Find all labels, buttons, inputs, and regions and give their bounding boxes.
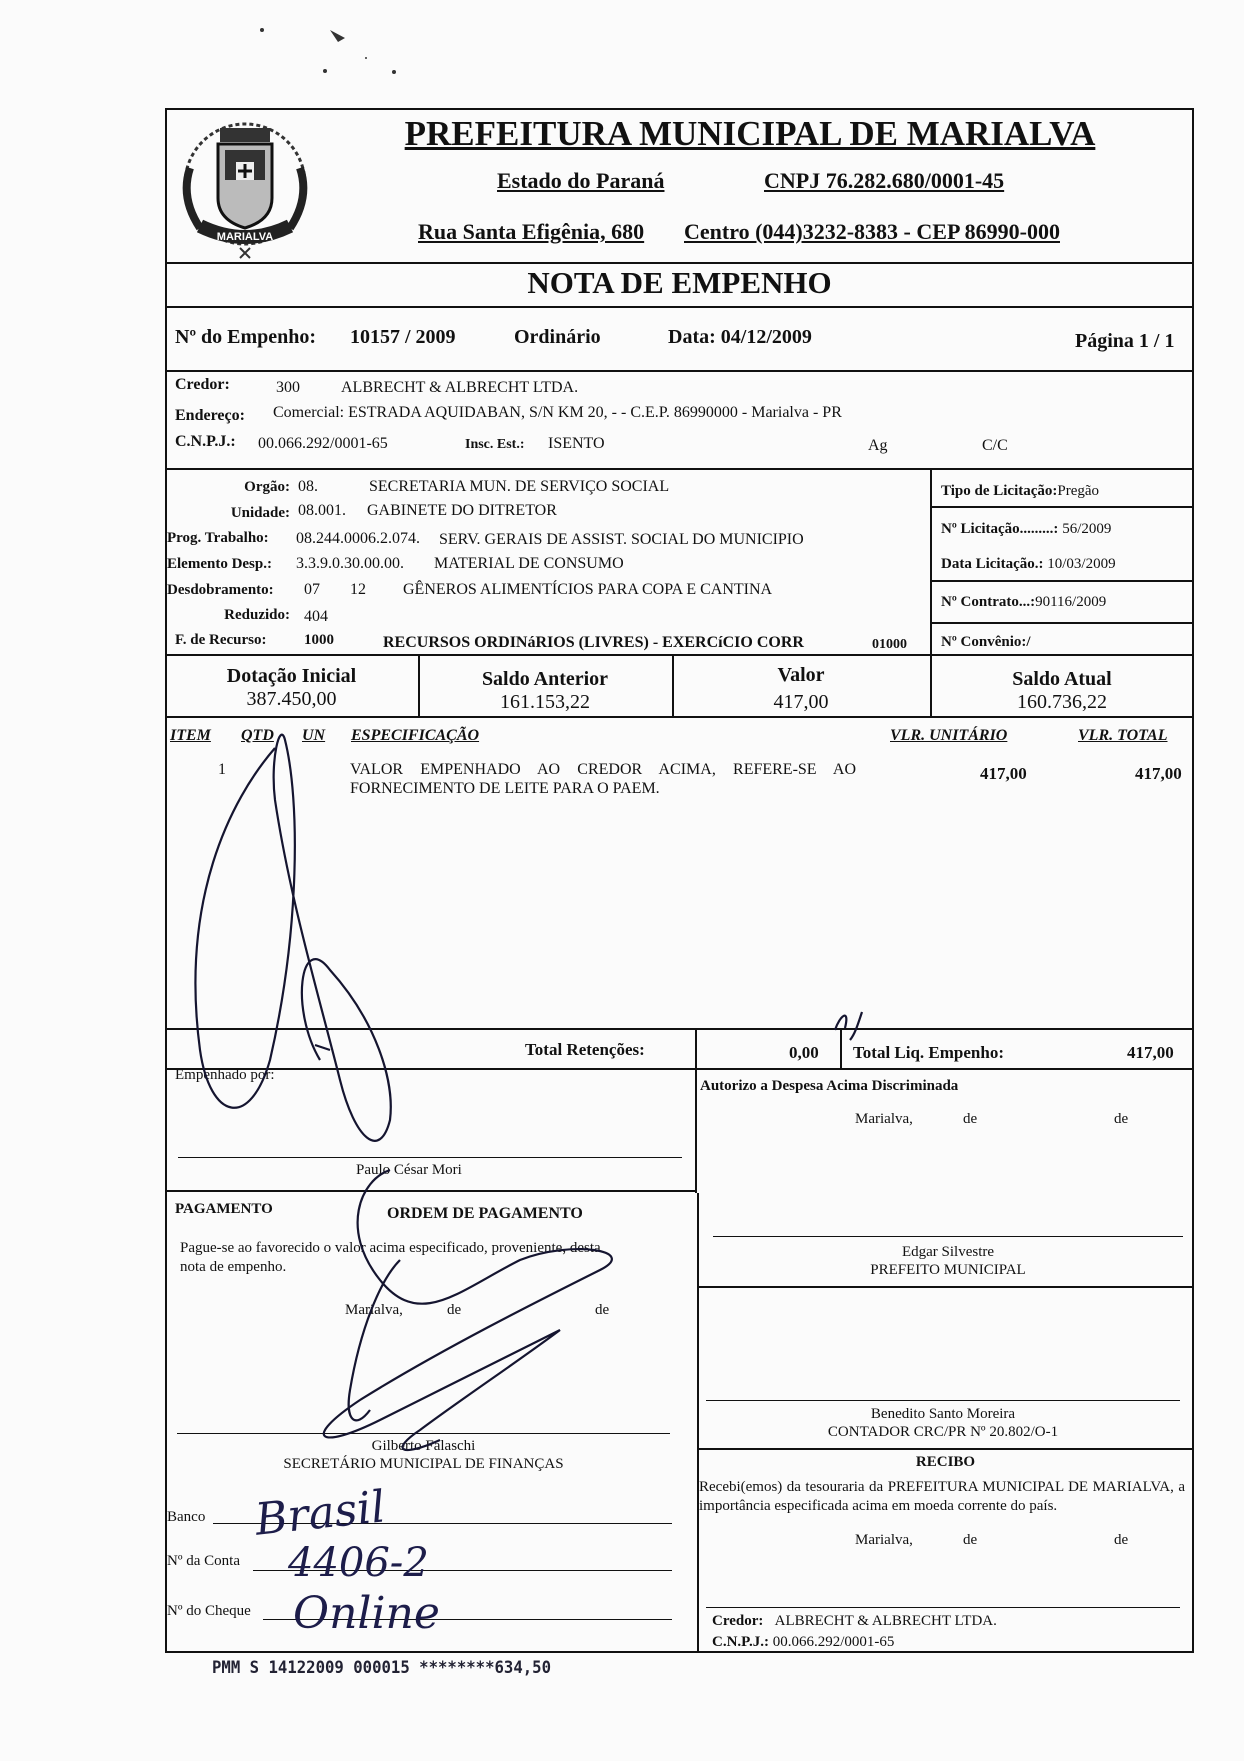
recurso-code2: 01000 — [872, 637, 907, 652]
scan-noise — [0, 0, 1244, 120]
elem-label: Elemento Desp.: — [167, 556, 272, 572]
recibo-text: Recebi(emos) da tesouraria da PREFEITURA MUNICIPAL DE MARIALVA, a importância especificada acima em moeda corrente do país. — [699, 1479, 1185, 1514]
page-title: PREFEITURA MUNICIPAL DE MARIALVA — [404, 114, 1096, 153]
document-title: NOTA DE EMPENHO — [527, 265, 832, 300]
autorizo-city: Marialva, — [855, 1111, 913, 1127]
retencoes-value: 0,00 — [789, 1043, 819, 1062]
pagamento-city: Marialva, — [345, 1302, 403, 1318]
pagamento-de2: de — [595, 1302, 610, 1318]
saldo-atual-value: 160.736,22 — [1017, 691, 1107, 713]
contrato-label: Nº Contrato...: — [941, 594, 1036, 610]
recibo-cnpj-label: C.N.P.J.: — [712, 1634, 769, 1650]
item-spec-line2: FORNECIMENTO DE LEITE PARA O PAEM. — [350, 780, 660, 797]
recurso-name: RECURSOS ORDINáRIOS (LIVRES) - EXERCíCIO CORR — [383, 634, 804, 651]
credor-label: Credor: — [175, 376, 230, 393]
recibo-credor-label: Credor: — [712, 1613, 764, 1629]
empenho-date: Data: 04/12/2009 — [668, 326, 812, 348]
desd-label: Desdobramento: — [167, 582, 274, 598]
item-unit-value: 417,00 — [980, 764, 1027, 783]
recibo-label: RECIBO — [915, 1454, 976, 1470]
recibo-city: Marialva, — [855, 1532, 913, 1548]
convenio-label: Nº Convênio:/ — [941, 634, 1031, 650]
recibo-de1: de — [963, 1532, 978, 1548]
valor-value: 417,00 — [773, 691, 829, 713]
recurso-label: F. de Recurso: — [175, 632, 267, 648]
item-total-value: 417,00 — [1135, 764, 1182, 783]
reduzido-label: Reduzido: — [224, 607, 290, 623]
empenho-number: 10157 / 2009 — [350, 326, 456, 348]
credor-address: Comercial: ESTRADA AQUIDABAN, S/N KM 20, - - C.E.P. 86990000 - Marialva - PR — [273, 404, 842, 421]
col-spec: ESPECIFICAÇÃO — [351, 727, 480, 744]
conta-handwritten: 4406-2 — [288, 1540, 429, 1586]
empenho-label: Nº do Empenho: — [175, 326, 317, 348]
prog-code: 08.244.0006.2.074. — [296, 530, 420, 547]
saldo-atual-label: Saldo Atual — [1012, 668, 1112, 690]
unidade-code: 08.001. — [298, 502, 346, 519]
coat-of-arms-text: MARIALVA — [216, 231, 274, 243]
recurso-code: 1000 — [304, 632, 334, 648]
valor-label: Valor — [777, 664, 825, 686]
credor-insc: ISENTO — [548, 435, 605, 452]
cnpj-label: C.N.P.J.: — [175, 433, 236, 450]
pagamento-text-line2: nota de empenho. — [180, 1259, 287, 1275]
tipo-licitacao-label: Tipo de Licitação: — [941, 483, 1058, 499]
unidade-name: GABINETE DO DITRETOR — [367, 502, 557, 519]
pagamento-de1: de — [447, 1302, 462, 1318]
liq-label: Total Liq. Empenho: — [853, 1043, 1004, 1062]
autorizo-signer: Edgar Silvestre — [901, 1244, 995, 1260]
pagamento-label: PAGAMENTO — [175, 1201, 273, 1217]
credor-code: 300 — [276, 379, 300, 396]
tipo-licitacao-value: Pregão — [1057, 483, 1100, 499]
empenhado-label: Empenhado por: — [175, 1067, 275, 1083]
retencoes-label: Total Retenções: — [525, 1040, 645, 1059]
banco-handwritten: Brasil — [252, 1481, 388, 1546]
desd-name: GÊNEROS ALIMENTÍCIOS PARA COPA E CANTINA — [403, 581, 773, 598]
cheque-label: Nº do Cheque — [167, 1603, 251, 1619]
item-number: 1 — [218, 761, 226, 778]
unidade-label: Unidade: — [230, 505, 290, 521]
col-item: ITEM — [170, 727, 211, 744]
dotacao-label: Dotação Inicial — [226, 665, 357, 687]
prog-label: Prog. Trabalho: — [167, 530, 269, 546]
col-unit: VLR. UNITÁRIO — [890, 727, 1008, 744]
header-cnpj: CNPJ 76.282.680/0001-45 — [764, 168, 1005, 193]
licitacao-data-label: Data Licitação.: — [941, 556, 1044, 572]
credor-cnpj: 00.066.292/0001-65 — [258, 435, 388, 452]
col-total: VLR. TOTAL — [1078, 727, 1168, 744]
dotacao-value: 387.450,00 — [246, 688, 337, 710]
header-address: Rua Santa Efigênia, 680 — [418, 219, 645, 244]
reduzido-code: 404 — [304, 608, 328, 625]
desd-a: 07 — [304, 581, 320, 598]
recibo-cnpj: 00.066.292/0001-65 — [772, 1634, 895, 1650]
empenhado-signer: Paulo César Mori — [356, 1162, 462, 1178]
cheque-handwritten: Online — [293, 1588, 440, 1639]
recibo-credor: ALBRECHT & ALBRECHT LTDA. — [774, 1613, 997, 1629]
contador-signer: Benedito Santo Moreira — [870, 1406, 1016, 1422]
ordem-pagamento-label: ORDEM DE PAGAMENTO — [387, 1205, 583, 1222]
col-un: UN — [302, 727, 326, 744]
saldo-anterior-value: 161.153,22 — [500, 691, 590, 713]
orgao-code: 08. — [298, 478, 318, 495]
prog-name: SERV. GERAIS DE ASSIST. SOCIAL DO MUNICIPIO — [439, 531, 804, 548]
licitacao-num-value: 56/2009 — [1062, 521, 1112, 537]
col-qtd: QTD — [241, 727, 274, 744]
orgao-name: SECRETARIA MUN. DE SERVIÇO SOCIAL — [369, 478, 670, 495]
licitacao-num-label: Nº Licitação.........: — [941, 521, 1059, 537]
conta-label: Nº da Conta — [167, 1553, 240, 1569]
empenho-type: Ordinário — [514, 326, 601, 348]
insc-label: Insc. Est.: — [465, 437, 525, 452]
pagamento-signer: Gilberto Falaschi — [371, 1438, 476, 1454]
page-number: Página 1 / 1 — [1075, 330, 1175, 352]
autorizo-label: Autorizo a Despesa Acima Discriminada — [700, 1078, 959, 1094]
ag-label: Ag — [868, 437, 888, 454]
address-label: Endereço: — [175, 407, 245, 424]
cc-label: C/C — [982, 437, 1008, 454]
pagamento-text-line1: Pague-se ao favorecido o valor acima especificado, proveniente, desta — [180, 1240, 601, 1256]
orgao-label: Orgão: — [244, 479, 290, 495]
elem-code: 3.3.9.0.30.00.00. — [296, 555, 404, 572]
liq-value: 417,00 — [1127, 1043, 1174, 1062]
licitacao-data-value: 10/03/2009 — [1047, 556, 1116, 572]
credor-name: ALBRECHT & ALBRECHT LTDA. — [341, 379, 579, 396]
header-contact: Centro (044)3232-8383 - CEP 86990-000 — [684, 219, 1060, 244]
desd-b: 12 — [350, 581, 366, 598]
autorizo-de2: de — [1114, 1111, 1129, 1127]
saldo-anterior-label: Saldo Anterior — [481, 668, 609, 690]
machine-stamp: PMM S 14122009 000015 ********634,50 — [212, 1658, 551, 1678]
item-spec-line1: VALOR EMPENHADO AO CREDOR ACIMA, REFERE-SE AO — [350, 761, 856, 778]
contrato-value: 90116/2009 — [1035, 594, 1107, 610]
autorizo-de1: de — [963, 1111, 978, 1127]
pagamento-role: SECRETÁRIO MUNICIPAL DE FINANÇAS — [283, 1456, 564, 1472]
header-state: Estado do Paraná — [497, 168, 665, 193]
autorizo-role: PREFEITO MUNICIPAL — [870, 1262, 1026, 1278]
recibo-de2: de — [1114, 1532, 1129, 1548]
banco-label: Banco — [167, 1509, 206, 1525]
contador-role: CONTADOR CRC/PR Nº 20.802/O-1 — [827, 1424, 1059, 1440]
elem-name: MATERIAL DE CONSUMO — [434, 555, 624, 572]
